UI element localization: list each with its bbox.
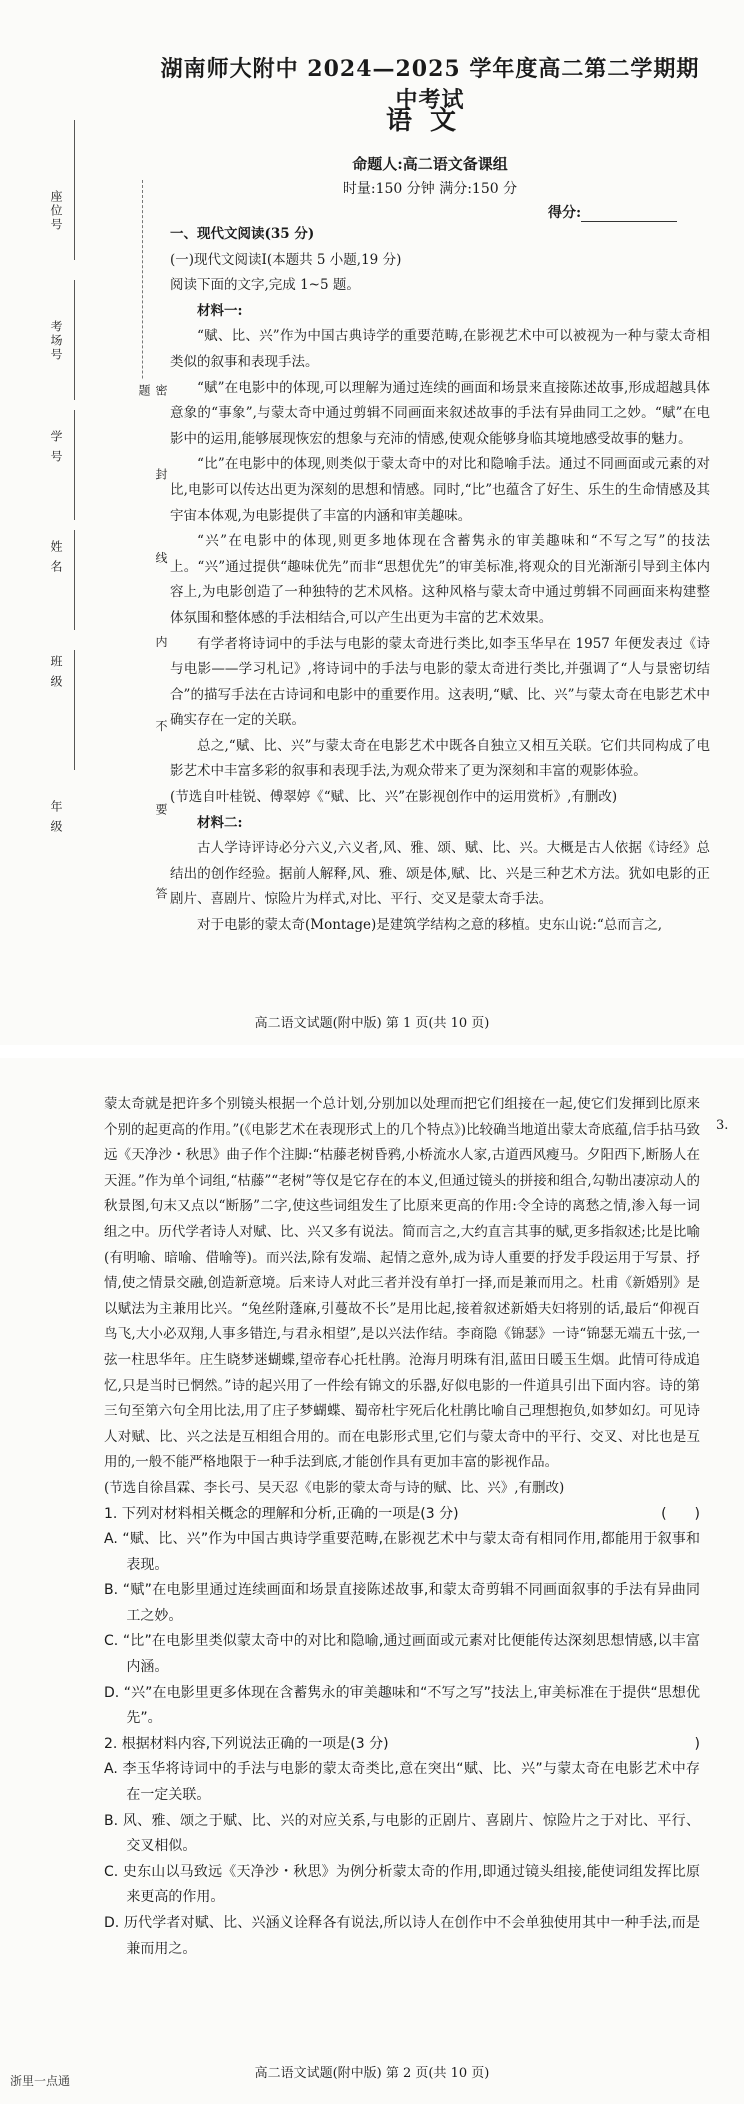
exam-page-2 (0, 1058, 744, 2104)
reading-passage-2 (104, 1092, 700, 1962)
question-2-option-c[interactable]: C. 史东山以马致远《天净沙・秋思》为例分析蒙太奇的作用,即通过镜头组接,能使词组发挥比原来更高的作用。 (104, 1863, 700, 1906)
question-1 (104, 1502, 700, 1732)
material-1-paragraph: 有学者将诗词中的手法与电影的蒙太奇进行类比,如李玉华早在 1957 年便发表过《诗与电影——学习札记》,将诗词中的手法与电影的蒙太奇进行类比,并强调了“人与景密切结合”的描写手法在古诗词和电影中的重要作用。这表明,“赋、比、兴”与蒙太奇在电影艺术中确实存在一定的关联。 (170, 635, 710, 729)
student-number-label: 学 号 (49, 430, 63, 464)
student-number-line (74, 410, 75, 520)
material-1-paragraph: “比”在电影中的体现,则类似于蒙太奇中的对比和隐喻手法。通过不同画面或元素的对比,电影可以传达出更为深刻的思想和情感。同时,“比”也蕴含了好生、乐生的生命情感及其宇宙本体观,为电影提供了丰富的内涵和审美趣味。 (170, 456, 710, 524)
seat-line (74, 120, 75, 260)
material-2-label: 材料二: (197, 814, 243, 831)
material-2-continued: 蒙太奇就是把许多个别镜头根据一个总计划,分别加以处理而把它们组接在一起,使它们发揮到比原来个别的起更高的作用。”(《电影艺术在表现形式上的几个特点》)比较确当地道出蒙太奇底蕴,信手拈马致远《天净沙・秋思》曲子作个注脚:“枯藤老树昏鸦,小桥流水人家,古道西风瘦马。夕阳西下,断肠人在天涯。”作为单个词组,“枯藤”“老树”等仅是它存在的本义,但通过镜头的拼接和组合,勾勒出凄凉动人的秋景图,句末又点以“断肠”二字,使这些词组发生了比原来更高的作用:令全诗的离愁之情,渗入每一词组之中。历代学者诗人对赋、比、兴又多有说法。简而言之,大约直言其事的赋,更多指叙述;比是比喻(有明喻、暗喻、借喻等)。而兴法,除有发端、起情之意外,成为诗人重要的抒发手段运用于写景、抒情,使之情景交融,创造新意境。后来诗人对此三者并没有单打一择,而是兼而用之。杜甫《新婚别》是以赋法为主兼用比兴。“兔丝附蓬麻,引蔓故不长”是用比起,接着叙述新婚夫妇将别的话,最后“仰视百鸟飞,大小必双翔,人事多错迕,与君永相望”,是以兴法作结。李商隐《锦瑟》一诗“锦瑟无端五十弦,一弦一柱思华年。庄生晓梦迷蝴蝶,望帝春心托杜鹃。沧海月明珠有泪,蓝田日暖玉生烟。此情可待成追忆,只是当时已惘然。”诗的起兴用了一件绘有锦文的乐器,好似电影的一件道具引出下面内容。诗的第三句至第六句全用比法,用了庄子梦蝴蝶、蜀帝杜宇死后化杜鹃比喻自己理想抱负,如梦如幻。可见诗人对赋、比、兴之法是互相组合用的。而在电影形式里,它们与蒙太奇中的平行、交叉、对比也是互用的,一般不能严格地限于一种手法到底,才能创作具有更加丰富的影视作品。 (104, 1096, 700, 1471)
material-2-paragraph: 对于电影的蒙太奇(Montage)是建筑学结构之意的移植。史东山说:“总而言之, (197, 917, 663, 934)
grade-label: 年 级 (49, 800, 63, 834)
page-2-footer: 高二语文试题(附中版) 第 2 页(共 10 页) (254, 2066, 490, 2081)
question-2-option-a[interactable]: A. 李玉华将诗词中的手法与电影的蒙太奇类比,意在突出“赋、比、兴”与蒙太奇在电影艺术中存在一定关联。 (104, 1761, 700, 1804)
subject-title: 语文 (385, 106, 474, 136)
question-1-option-a[interactable]: A. “赋、比、兴”作为中国古典诗学重要范畴,在影视艺术中与蒙太奇有相同作用,都能用于叙事和表现。 (104, 1531, 700, 1573)
question-1-option-d[interactable]: D. “兴”在电影里更多体现在含蓄隽永的审美趣味和“不写之写”技法上,审美标准在于提供“思想优先”。 (104, 1684, 700, 1727)
exam-room-label: 考场号 (49, 320, 63, 362)
margin-question-number: 3. (716, 1118, 729, 1133)
question-1-option-c[interactable]: C. “比”在电影里类似蒙太奇中的对比和隐喻,通过画面或元素对比便能传达深刻思想情感,以丰富内涵。 (104, 1633, 700, 1676)
seat-label: 座位号 (49, 190, 63, 232)
material-1-source: (节选自叶桂锐、傅翠婷《“赋、比、兴”在影视创作中的运用赏析》,有删改) (170, 789, 618, 806)
question-2-stem: 2. 根据材料内容,下列说法正确的一项是(3 分) (104, 1735, 389, 1752)
class-line (74, 650, 75, 770)
material-1-paragraph: 总之,“赋、比、兴”与蒙太奇在电影艺术中既各自独立又相互关联。它们共同构成了电影艺术中丰富多彩的叙事和表现手法,为观众带来了更为深刻和丰富的观影体验。 (170, 737, 710, 780)
name-line (74, 530, 75, 630)
material-1-paragraph: “兴”在电影中的体现,则更多地体现在含蓄隽永的审美趣味和“不写之写”的技法上。“兴”通过提供“趣味优先”而非“思想优先”的审美标准,将观众的目光渐渐引导到主体内容上,为电影创造了一种独特的艺术风格。这种风格与蒙太奇中通过剪辑不同画面来构建整体氛围和整体感的手法相结合,可以产生出更为丰富的艺术效果。 (170, 533, 710, 626)
instruction: 阅读下面的文字,完成 1~5 题。 (170, 277, 360, 294)
exam-room-line (74, 280, 75, 400)
sub-heading: (一)现代文阅读Ⅰ(本题共 5 小题,19 分) (170, 251, 402, 268)
exam-title: 湖南师大附中 2024—2025 学年度高二第二学期期中考试 (160, 56, 700, 113)
question-1-option-b[interactable]: B. “赋”在电影里通过连续画面和场景直接陈述故事,和蒙太奇剪辑不同画面叙事的手法有异曲同工之妙。 (104, 1582, 700, 1624)
material-1-paragraph: “赋”在电影中的体现,可以理解为通过连续的画面和场景来直接陈述故事,形成超越具体意象的“事象”,与蒙太奇中通过剪辑不同画面来叙述故事的手法有异曲同工之妙。“赋”在电影中的运用,能够展现恢宏的想象与充沛的情感,使观众能够身临其境地感受故事的魅力。 (170, 379, 710, 447)
score-field (548, 202, 677, 222)
seal-line-notice: 密 封 线 内 不 要 答 题 (136, 380, 170, 940)
material-1-paragraph: “赋、比、兴”作为中国古典诗学的重要范畴,在影视艺术中可以被视为一种与蒙太奇相类似的叙事和表现手法。 (170, 328, 710, 370)
question-1-stem: 1. 下列对材料相关概念的理解和分析,正确的一项是(3 分) (104, 1505, 459, 1522)
question-1-answer-blank[interactable]: ( ) (661, 1505, 700, 1522)
question-2 (104, 1732, 700, 1962)
name-label: 姓 名 (49, 540, 63, 574)
section-heading: 一、现代文阅读(35 分) (170, 226, 315, 242)
watermark: 浙里一点通 (10, 2074, 71, 2088)
page-gap (0, 1045, 744, 1058)
reading-passage-1 (170, 222, 710, 939)
question-setter: 命题人:高二语文备课组 (352, 155, 508, 173)
question-2-option-d[interactable]: D. 历代学者对赋、比、兴涵义诠释各有说法,所以诗人在创作中不会单独使用其中一种手法,而是兼而用之。 (104, 1915, 700, 1957)
seal-sidebar (44, 180, 168, 940)
time-and-score: 时量:150 分钟 满分:150 分 (342, 181, 518, 197)
score-blank (581, 207, 677, 222)
score-label: 得分: (548, 205, 582, 221)
page-1-footer: 高二语文试题(附中版) 第 1 页(共 10 页) (254, 1016, 490, 1031)
material-2-paragraph: 古人学诗评诗必分六义,六义者,风、雅、颂、赋、比、兴。大概是古人依据《诗经》总结出的创作经验。据前人解释,风、雅、颂是体,赋、比、兴是三种艺术方法。犹如电影的正剧片、喜剧片、惊险片为样式,对比、平行、交叉是蒙太奇手法。 (170, 840, 710, 908)
material-1-label: 材料一: (197, 302, 243, 319)
exam-page-1 (0, 0, 744, 1045)
material-2-source: (节选自徐昌霖、李长弓、吴天忍《电影的蒙太奇与诗的赋、比、兴》,有删改) (104, 1479, 565, 1496)
question-2-option-b[interactable]: B. 风、雅、颂之于赋、比、兴的对应关系,与电影的正剧片、喜剧片、惊险片之于对比、平行、交叉相似。 (104, 1812, 700, 1855)
question-2-answer-blank[interactable]: ) (694, 1735, 700, 1752)
class-label: 班 级 (49, 655, 63, 689)
